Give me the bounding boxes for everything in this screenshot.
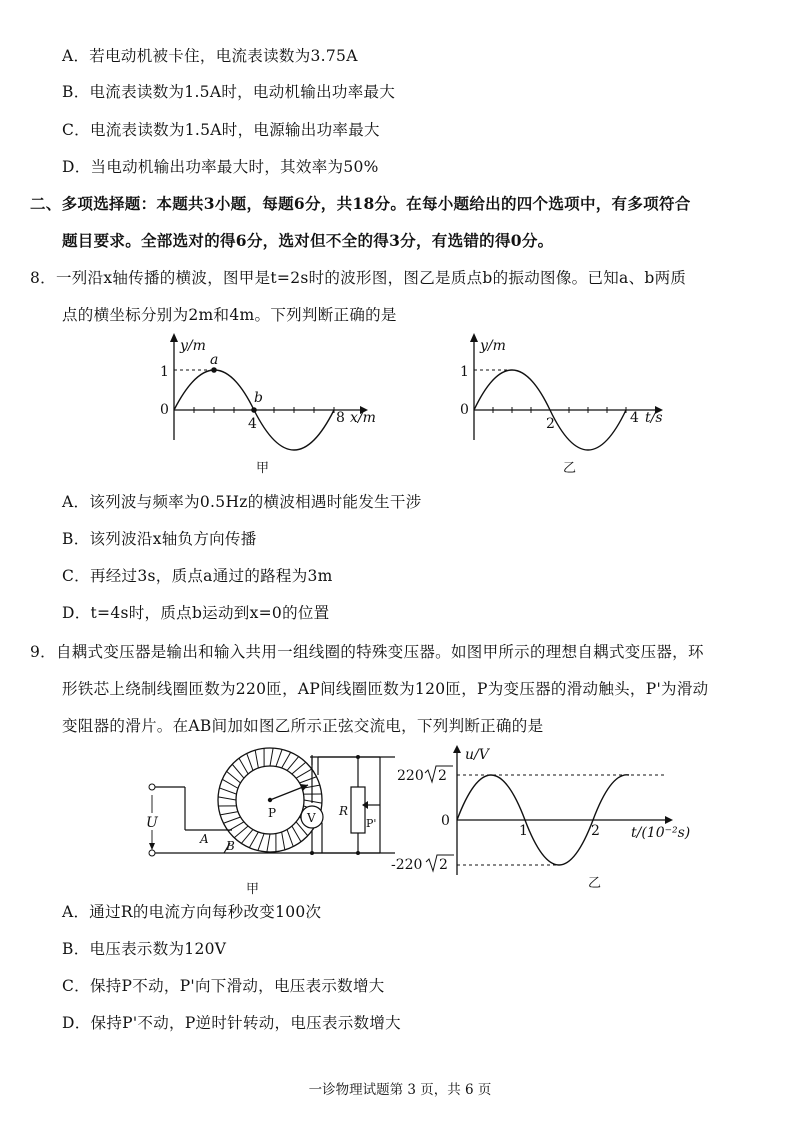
q7-option-a: A．若电动机被卡住，电流表读数为3.75A [62,47,358,65]
label-pp: P' [366,817,377,830]
label-p: P [268,806,277,820]
q8-option-a: A．该列波与频率为0.5Hz的横波相遇时能发生干涉 [62,493,422,511]
label-u: U [146,815,158,831]
y-arrow [470,333,478,342]
q8-option-d: D．t=4s时，质点b运动到x=0的位置 [62,604,330,622]
q9-option-c: C．保持P不动，P'向下滑动，电压表示数增大 [62,977,385,995]
y-arrow [170,333,178,342]
q9-stem-line3: 变阻器的滑片。在AB间加如图乙所示正弦交流电，下列判断正确的是 [62,717,544,735]
tick-x2: 2 [546,416,555,432]
q9-stem-line1: 9．自耦式变压器是输出和输入共用一组线圈的特殊变压器。如图甲所示的理想自耦式变压器，环 [30,643,704,661]
label-r: R [339,804,349,818]
q7-option-c: C．电流表读数为1.5A时，电源输出功率最大 [62,121,380,139]
caption-yi: 乙 [563,461,577,476]
caption-jia: 甲 [246,882,260,897]
caption-jia: 甲 [256,461,270,476]
y-label: y/m [180,338,206,354]
label-a: a [210,352,219,368]
section2-header-line2: 题目要求。全部选对的得6分，选对但不全的得3分，有选错的得0分。 [62,231,554,250]
q8-stem-line1: 8．一列沿x轴传播的横波，图甲是t=2s时的波形图，图乙是质点b的振动图像。已知a、b两质 [30,269,687,287]
t-label: t/s [645,410,663,426]
q7-option-d: D．当电动机输出功率最大时，其效率为50% [62,158,379,176]
tick-1: 1 [519,823,528,839]
u-arrow [453,745,461,753]
caption-yi: 乙 [588,876,602,891]
u-label: u/V [465,747,489,763]
page-footer: 一诊物理试题第 3 页，共 6 页 [308,1082,492,1098]
q8-stem-line2: 点的横坐标分别为2m和4m。下列判断正确的是 [62,306,397,324]
point-a [211,367,217,373]
q8-wave-graph [150,330,380,480]
tick-0: 0 [460,402,469,418]
tick-x4: 4 [248,416,257,432]
q9-output-network [140,735,400,895]
label-a: A [200,832,209,846]
label-b: b [254,390,263,406]
section2-header-line1: 二、多项选择题：本题共3小题，每题6分，共18分。在每小题给出的四个选项中，有多项符合 [30,194,691,213]
q9-option-d: D．保持P'不动，P逆时针转动，电压表示数增大 [62,1014,401,1032]
q8-option-b: B．该列波沿x轴负方向传播 [62,530,257,548]
q9-stem-line2: 形铁芯上绕制线圈匝数为220匝，AP间线圈匝数为120匝，P为变压器的滑动触头，P'为滑动 [62,680,709,698]
tick-y1: 1 [460,364,469,380]
sqrt-top-val: 2 [438,768,447,784]
t-arrow [665,816,673,824]
tick-0: 0 [160,402,169,418]
tick-top: 220 [397,768,424,784]
q8-vibration-graph [450,330,680,480]
point-b [251,407,257,413]
tick-x4: 4 [630,410,639,426]
q9-option-b: B．电压表示数为120V [62,940,227,958]
tick-x8: 8 [336,410,345,426]
tick-y1: 1 [160,364,169,380]
x-label: x/m [350,410,376,426]
q9-option-a: A．通过R的电流方向每秒改变100次 [62,903,322,921]
label-v: V [307,811,316,825]
sqrt-bottom-val: 2 [439,857,448,873]
tick-2: 2 [591,823,600,839]
label-b: B [226,839,235,853]
t-label: t/(10⁻²s) [631,825,691,841]
y-label: y/m [480,338,506,354]
tick-bottom: -220 [391,857,423,873]
rheostat [351,787,365,833]
q8-option-c: C．再经过3s，质点a通过的路程为3m [62,567,333,585]
q9-voltage-graph [391,745,705,895]
q7-option-b: B．电流表读数为1.5A时，电动机输出功率最大 [62,83,396,101]
tick-0: 0 [441,813,450,829]
